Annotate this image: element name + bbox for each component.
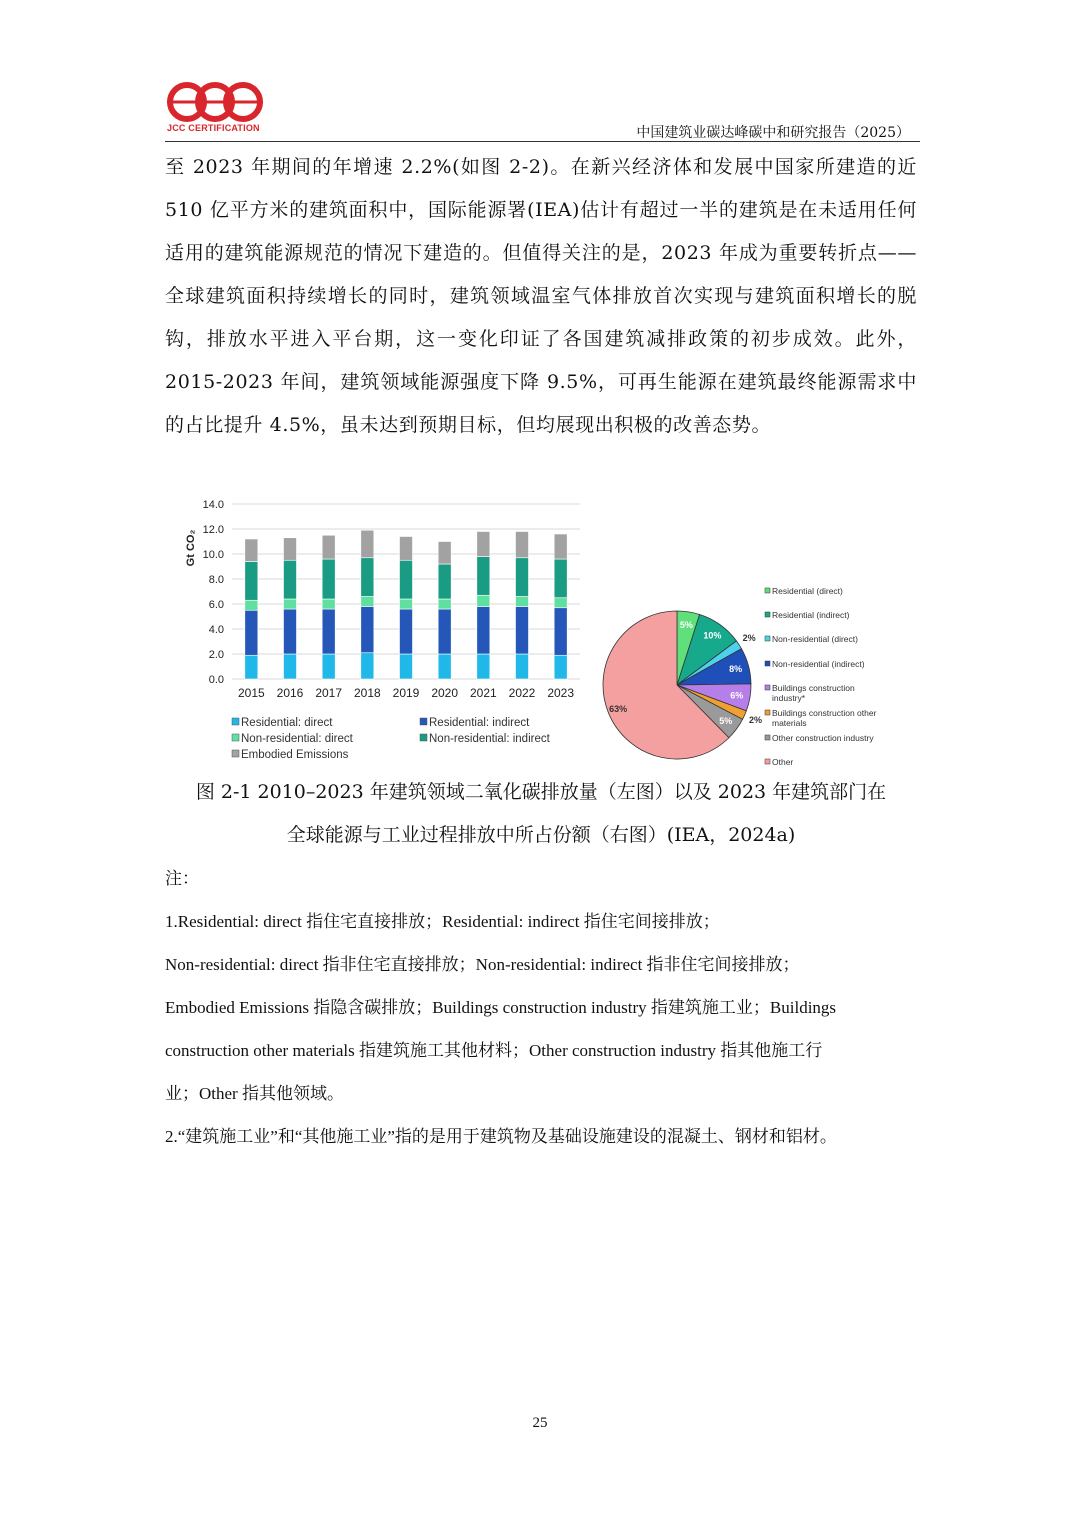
bar-segment [554,608,567,656]
x-tick-labels [238,686,574,700]
bar-segment [400,537,413,561]
y-tick-label: 0.0 [208,674,224,686]
figure-charts [180,490,900,770]
legend-label: Residential: direct [241,717,333,729]
bar-segment [438,564,451,599]
bar-segment [361,653,374,679]
bar-segment [400,609,413,654]
bar-segment [284,560,297,599]
pie-slice-label: 8% [729,664,743,675]
pie-slice-label: 2% [742,633,756,644]
legend-label: Buildings construction other materials [772,708,877,728]
bar-segment [554,598,567,608]
bar-segment [400,599,413,609]
figure-caption-line1: 图 2-1 2010–2023 年建筑领域二氧化碳排放量（左图）以及 2023 年建筑部门在 [195,781,887,803]
bar-segment [284,538,297,561]
legend-label: Embodied Emissions [241,749,349,761]
bar-segment [361,607,374,653]
bar-segment [438,654,451,679]
pie-legend [765,586,877,767]
notes-line: Non-residential: direct 指非住宅直接排放；Non-residential: indirect 指非住宅间接排放； [165,955,800,974]
figure-caption-line2: 全球能源与工业过程排放中所占份额（右图）(IEA，2024a) [286,824,796,846]
bar-segment [245,600,258,610]
legend-swatch [765,612,770,617]
x-tick-label: 2023 [547,686,575,700]
notes-line: Embodied Emissions 指隐含碳排放；Buildings construction industry 指建筑施工业；Buildings [165,998,837,1017]
legend-label: Buildings construction industry* [772,683,855,703]
x-tick-label: 2022 [508,686,536,700]
legend-swatch [765,685,770,690]
logo-text: JCC CERTIFICATION [167,123,260,133]
bar-segment [438,609,451,654]
report-title: 中国建筑业碳达峰碳中和研究报告（2025） [636,125,910,141]
bar-segment [477,607,490,655]
bar-segment [477,532,490,557]
bar-segment [477,557,490,596]
bar-segment [245,610,258,655]
pie-slice-label: 63% [609,704,628,715]
legend-swatch [765,661,770,666]
bar-segment [516,597,529,607]
bar-segment [322,535,335,559]
pie-slice-label: 5% [679,620,693,631]
page-number: 25 [532,1415,548,1431]
notes-line: 2.“建筑施工业”和“其他施工业”指的是用于建筑物及基础设施建设的混凝土、钢材和铝材。 [165,1127,837,1146]
y-tick-label: 10.0 [202,549,224,561]
notes-section [165,857,925,1158]
x-tick-label: 2019 [392,686,420,700]
x-tick-label: 2018 [353,686,381,700]
pie-slice-label: 6% [730,690,744,701]
notes-line: 1.Residential: direct 指住宅直接排放；Residential: indirect 指住宅间接排放； [165,912,720,931]
x-tick-label: 2020 [431,686,459,700]
bar-segment [361,597,374,607]
figure-caption [165,771,917,857]
legend-label: Non-residential: indirect [429,733,550,745]
bar-segment [284,654,297,679]
bar-segment [477,654,490,679]
bar-segment [245,539,258,562]
legend-swatch [420,734,427,741]
legend-label: Residential (direct) [772,586,843,596]
bar-segment [322,609,335,654]
body-paragraph: 至 2023 年期间的年增速 2.2%(如图 2-2)。在新兴经济体和发展中国家所建造的近 510 亿平方米的建筑面积中，国际能源署(IEA)估计有超过一半的建筑是在未适用任何适用的建筑能源规范的情况下建造的。但值得关注的是，2023 年成为重要转折点——全球建筑面积持续增长的同时，建筑领域温室气体排放首次实现与建筑面积增长的脱钩，排放水平进入平台期，这一变化印证了各国建筑减排政策的初步成效。此外，2015-2023 年间，建筑领域能源强度下降 9.5%，可再生能源在建筑最终能源需求中的占比提升 4.5%，虽未达到预期目标，但均展现出积极的改善态势。 [165,156,917,436]
bar-segment [361,530,374,558]
legend-swatch [765,636,770,641]
legend-label: Other [772,757,794,767]
legend-label: Non-residential (indirect) [772,659,865,669]
x-tick-label: 2015 [237,686,265,700]
bar-segment [554,534,567,559]
pie-slice-label: 2% [749,715,763,726]
bar-segment [516,532,529,558]
y-tick-labels [203,499,224,686]
bar-segment [284,609,297,654]
pie-slice-label: 10% [703,630,722,641]
x-tick-label: 2021 [469,686,497,700]
legend-label: Other construction industry [772,733,874,743]
bar-segment [516,654,529,679]
legend-swatch [765,588,770,593]
bar-segment [400,560,413,599]
legend-swatch [765,735,770,740]
legend-label: Residential: indirect [429,717,530,729]
bar-segment [322,654,335,679]
legend-swatch [420,718,427,725]
pie-slice-label: 5% [719,716,733,727]
y-tick-label: 12.0 [202,524,224,536]
bar-segment [438,599,451,609]
x-tick-label: 2016 [276,686,304,700]
y-tick-label: 14.0 [202,499,224,511]
y-axis-label: Gt CO₂ [185,529,197,567]
notes-line: construction other materials 指建筑施工其他材料；Other construction industry 指其他施工行 [165,1041,823,1060]
header-divider [165,141,920,142]
legend-swatch [232,718,239,725]
bar-segment [245,655,258,679]
pie-slices [603,611,751,759]
legend-swatch [232,750,239,757]
bar-segment [554,559,567,598]
y-tick-label: 6.0 [208,599,224,611]
notes-line: 业；Other 指其他领域。 [165,1084,344,1103]
bar-segment [322,599,335,609]
bar-segment [554,655,567,679]
bar-segment [477,595,490,606]
legend-swatch [765,759,770,764]
y-tick-label: 8.0 [208,574,224,586]
legend-label: Non-residential: direct [241,733,353,745]
bar-stacks [245,530,567,679]
bar-segment [516,607,529,655]
bar-segment [438,542,451,565]
x-tick-label: 2017 [315,686,343,700]
bar-segment [245,562,258,601]
notes-heading: 注： [165,869,199,888]
bar-legend [232,717,551,761]
legend-swatch [765,710,770,715]
bar-segment [400,654,413,679]
legend-label: Residential (indirect) [772,610,850,620]
pie-chart [600,490,900,770]
y-tick-label: 4.0 [208,624,224,636]
legend-label: Non-residential (direct) [772,634,858,644]
stacked-bar-chart [180,490,600,770]
bar-segment [284,599,297,609]
bar-segment [322,559,335,599]
bar-segment [361,558,374,597]
legend-swatch [232,734,239,741]
bar-segment [516,558,529,597]
y-tick-label: 2.0 [208,649,224,661]
